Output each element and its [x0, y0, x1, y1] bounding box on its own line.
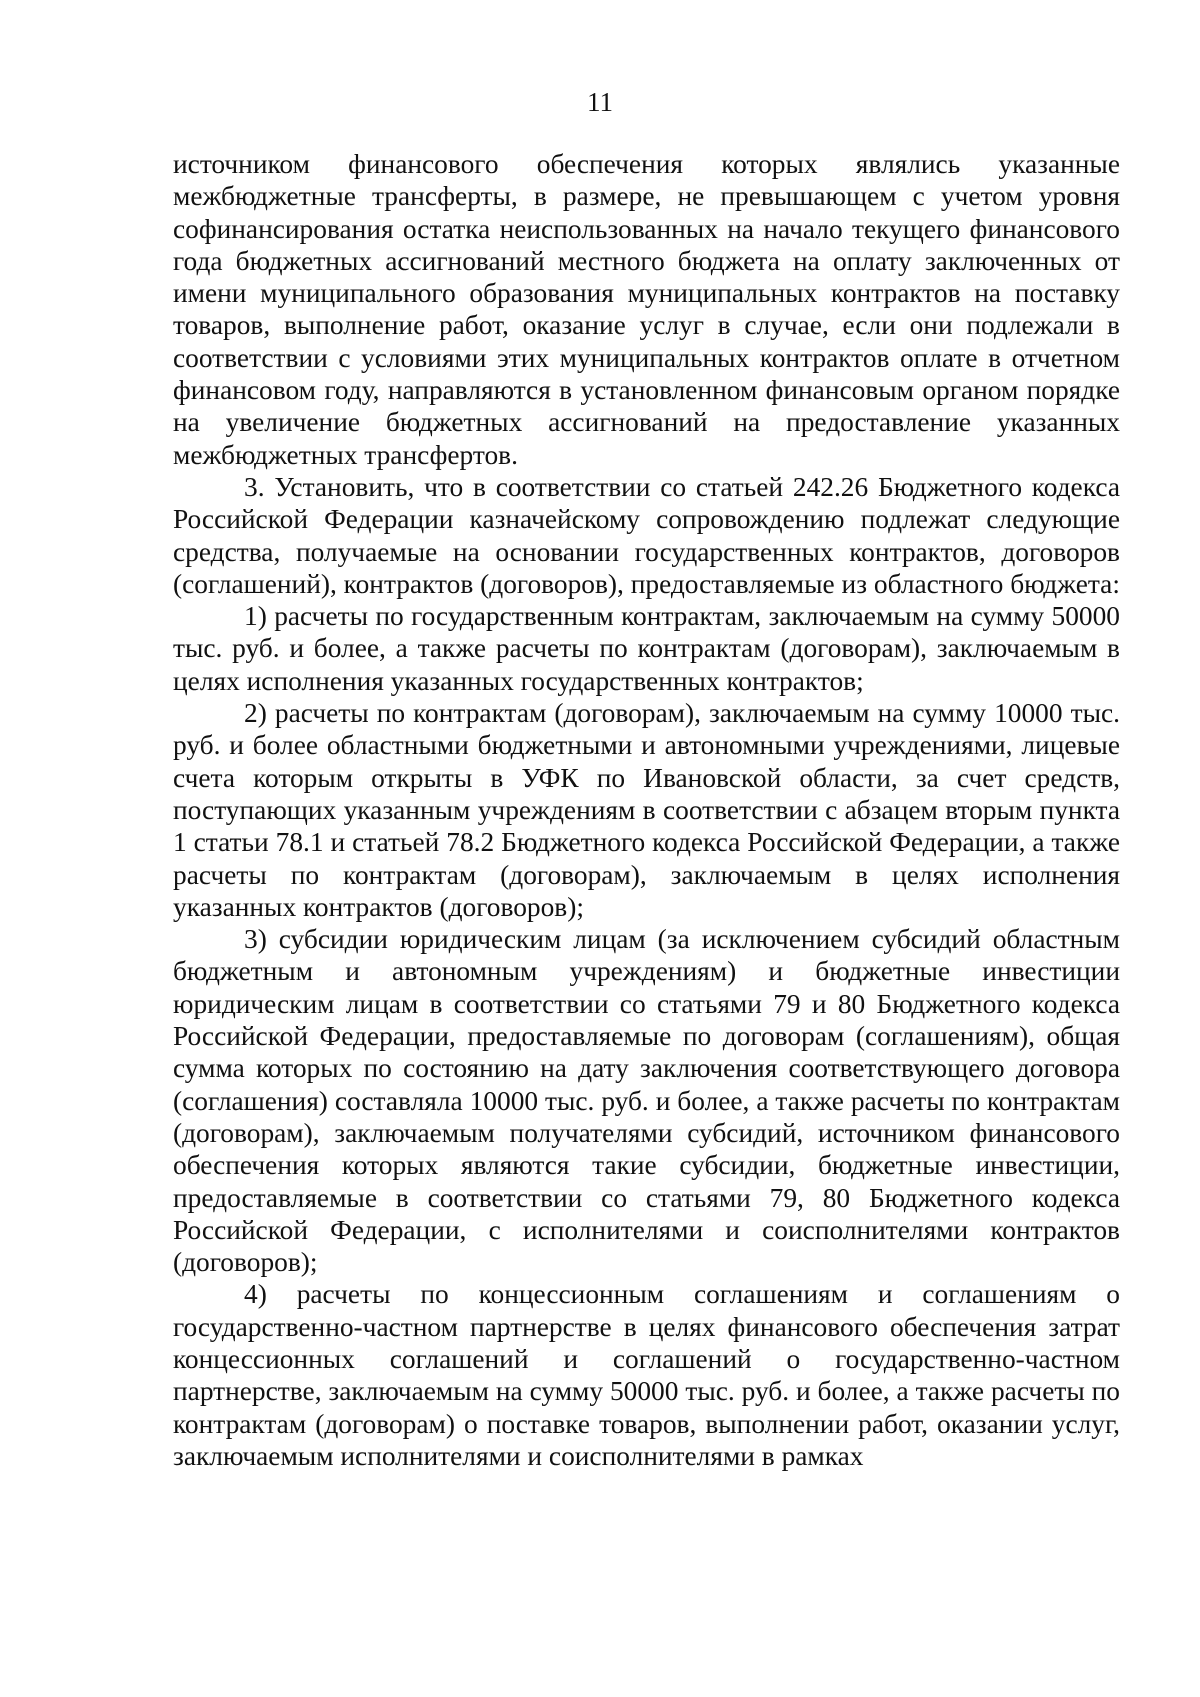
page-number: 11: [587, 87, 613, 117]
paragraph-continuation: источником финансового обеспечения которых являлись указанные межбюджетные трансферты, в размере, не превышающем с учетом уровня софинансирования остатка неиспользованных на начало текущего финансового года бюджетных ассигнований местного бюджета на оплату заключенных от имени муниципального образования муниципальных контрактов на поставку товаров, выполнение работ, оказание услуг в случае, если они подлежали в соответствии с условиями этих муниципальных контрактов оплате в отчетном финансовом году, направляются в установленном финансовым органом порядке на увеличение бюджетных ассигнований на предоставление указанных межбюджетных трансфертов.: [173, 149, 1120, 470]
paragraph-item-4: 4) расчеты по концессионным соглашениям и соглашениям о государственно-частном партнерстве в целях финансового обеспечения затрат концессионных соглашений и соглашений о государственно-частном партнерстве, заключаемым на сумму 50000 тыс. руб. и более, а также расчеты по контрактам (договорам) о поставке товаров, выполнении работ, оказании услуг, заключаемым исполнителями и соисполнителями в рамках: [173, 1279, 1120, 1471]
paragraph-clause-3: 3. Установить, что в соответствии со статьей 242.26 Бюджетного кодекса Российской Федерации казначейскому сопровождению подлежат следующие средства, получаемые на основании государственных контрактов, договоров (соглашений), контрактов (договоров), предоставляемые из областного бюджета:: [173, 471, 1120, 599]
document-body: [173, 148, 1120, 1472]
paragraph-item-2: 2) расчеты по контрактам (договорам), заключаемым на сумму 10000 тыс. руб. и более областными бюджетными и автономными учреждениями, лицевые счета которым открыты в УФК по Ивановской области, за счет средств, поступающих указанным учреждениям в соответствии с абзацем вторым пункта 1 статьи 78.1 и статьей 78.2 Бюджетного кодекса Российской Федерации, а также расчеты по контрактам (договорам), заключаемым в целях исполнения указанных контрактов (договоров);: [173, 698, 1120, 922]
paragraph-item-1: 1) расчеты по государственным контрактам, заключаемым на сумму 50000 тыс. руб. и более, а также расчеты по контрактам (договорам), заключаемым в целях исполнения указанных государственных контрактов;: [173, 601, 1120, 696]
paragraph-item-3: 3) субсидии юридическим лицам (за исключением субсидий областным бюджетным и автономным учреждениям) и бюджетные инвестиции юридическим лицам в соответствии со статьями 79 и 80 Бюджетного кодекса Российской Федерации, предоставляемые по договорам (соглашениям), общая сумма которых по состоянию на дату заключения соответствующего договора (соглашения) составляла 10000 тыс. руб. и более, а также расчеты по контрактам (договорам), заключаемым получателями субсидий, источником финансового обеспечения которых являются такие субсидии, бюджетные инвестиции, предоставляемые в соответствии со статьями 79, 80 Бюджетного кодекса Российской Федерации, с исполнителями и соисполнителями контрактов (договоров);: [173, 924, 1120, 1278]
